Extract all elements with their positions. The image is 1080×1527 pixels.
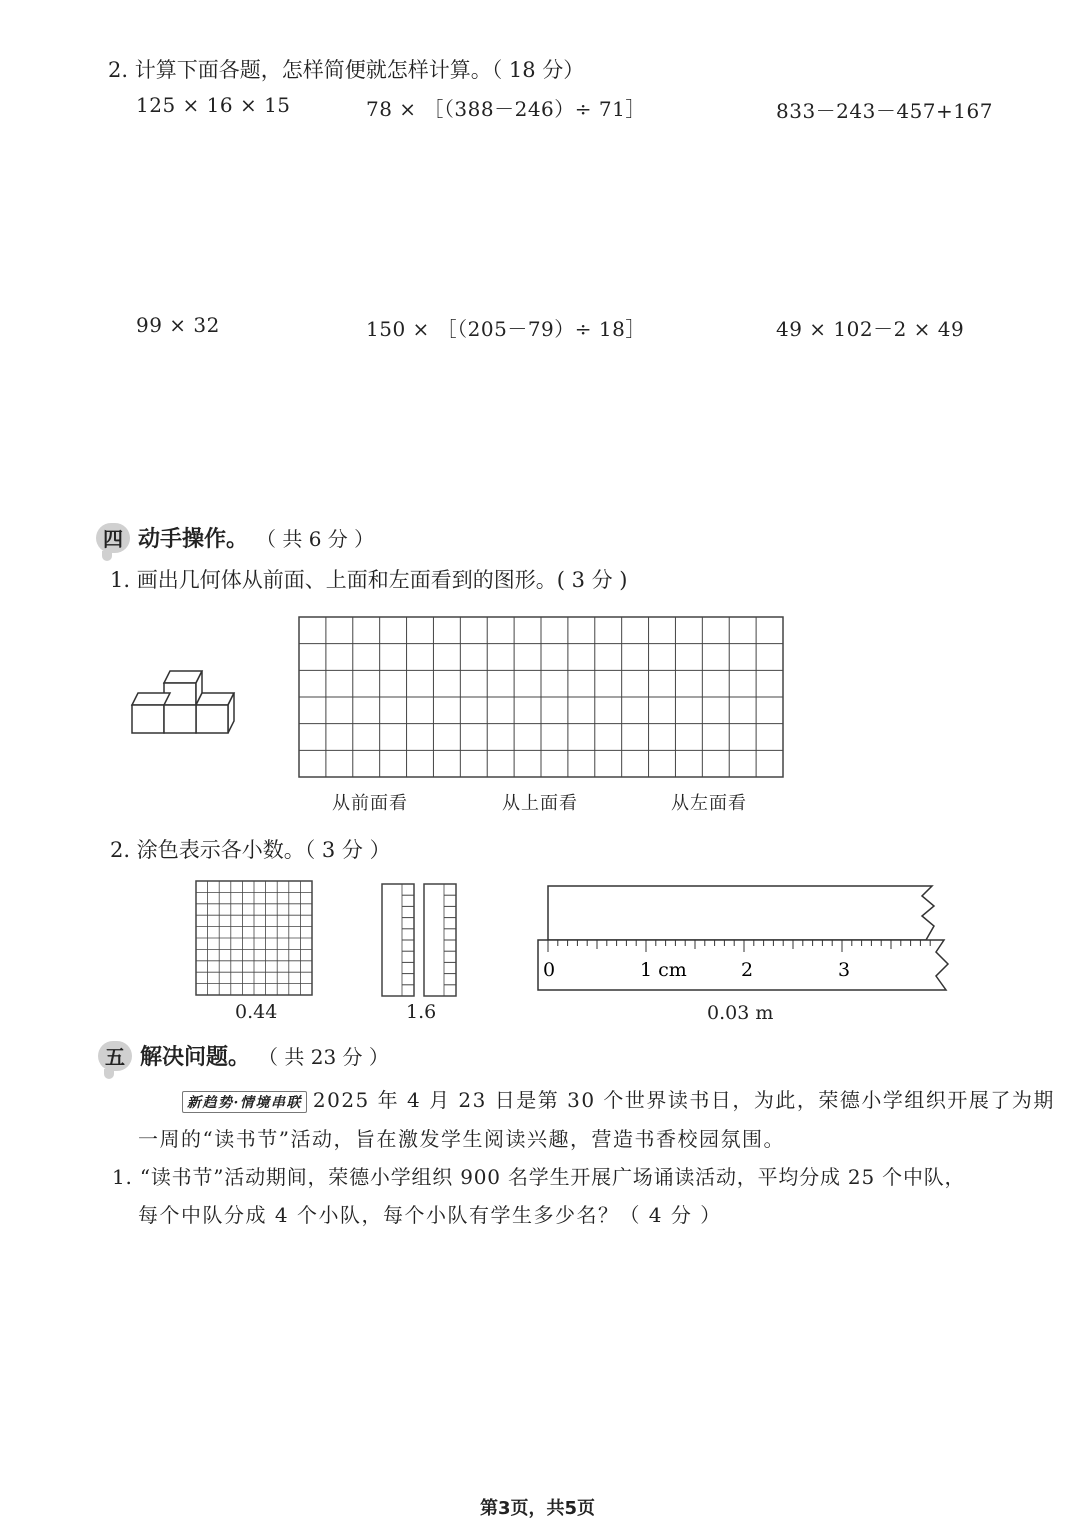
section-4-badge: 四 — [96, 523, 130, 553]
decimal-label-1.6: 1.6 — [406, 1001, 437, 1023]
ruler-tick-1cm: 1 cm — [640, 959, 687, 981]
section-5-score: （ 共 23 分 ） — [258, 1045, 389, 1069]
section-5-question-1-line-2: 每个中队分成 4 个小队，每个小队有学生多少名？（ 4 分 ） — [138, 1203, 722, 1227]
cube-figure — [130, 665, 240, 740]
section-5-header — [98, 1040, 389, 1071]
ruler-figure[interactable] — [536, 884, 956, 994]
expression-2: 78 × ［（388－246）÷ 71］ — [366, 97, 646, 121]
view-label-front: 从前面看 — [332, 793, 408, 814]
trend-tag: 新趋势·情境串联 — [182, 1091, 307, 1113]
drawing-grid[interactable] — [298, 616, 784, 778]
section-5-intro-line-2: 一周的“读书节”活动，旨在激发学生阅读兴趣，营造书香校园氛围。 — [138, 1127, 785, 1151]
decimal-label-0.03m: 0.03 m — [707, 1002, 774, 1024]
section-5-question-1-line-1: 1. “读书节”活动期间，荣德小学组织 900 名学生开展广场诵读活动，平均分成 25 个中队， — [112, 1165, 966, 1189]
tenth-strips[interactable] — [381, 883, 459, 997]
section-4-title: 动手操作。 — [138, 526, 249, 552]
expression-3: 833－243－457+167 — [776, 99, 993, 123]
question-2-title: 2. 计算下面各题，怎样简便就怎样计算。（ 18 分） — [108, 58, 585, 82]
view-label-top: 从上面看 — [502, 793, 578, 814]
section-4-score: （ 共 6 分 ） — [256, 527, 375, 551]
section-4-question-2-title: 2. 涂色表示各小数。（ 3 分 ） — [110, 838, 391, 862]
view-label-left: 从左面看 — [671, 793, 747, 814]
expression-5: 150 × ［（205－79）÷ 18］ — [366, 317, 646, 341]
section-5-title: 解决问题。 — [140, 1044, 251, 1070]
section-4-header — [96, 522, 374, 553]
ruler-tick-0: 0 — [543, 959, 556, 981]
ruler-tick-2: 2 — [741, 959, 754, 981]
expression-1: 125 × 16 × 15 — [136, 93, 291, 117]
expression-6: 49 × 102－2 × 49 — [776, 317, 965, 341]
hundred-grid[interactable] — [195, 880, 313, 996]
section-4-question-1-title: 1. 画出几何体从前面、上面和左面看到的图形。( 3 分 ) — [110, 568, 628, 592]
page-number: 第3页，共5页 — [480, 1498, 596, 1519]
intro-text-1: 2025 年 4 月 23 日是第 30 个世界读书日，为此，荣德小学组织开展了为期 — [312, 1088, 1055, 1112]
section-5-badge: 五 — [98, 1041, 132, 1071]
ruler-tick-3: 3 — [838, 959, 851, 981]
expression-4: 99 × 32 — [136, 313, 220, 337]
section-5-intro-line-1 — [182, 1084, 1055, 1113]
decimal-label-0.44: 0.44 — [235, 1001, 278, 1023]
